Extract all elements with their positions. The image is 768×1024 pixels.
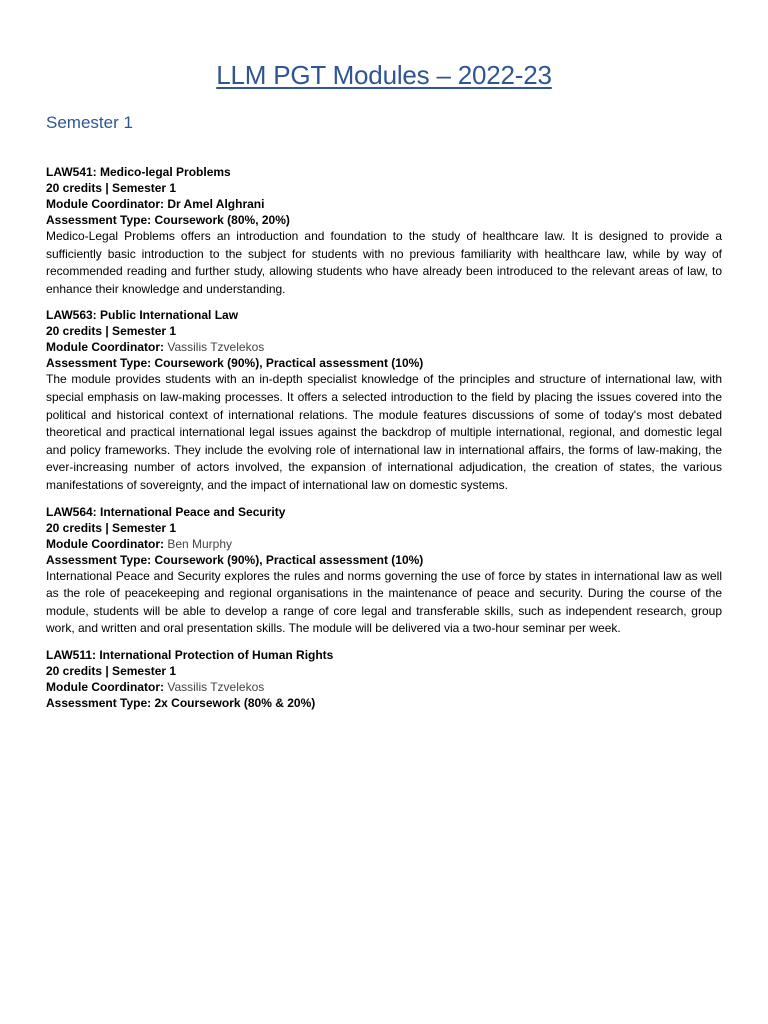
module-credits: 20 credits | Semester 1 <box>46 181 177 195</box>
coordinator-label: Module Coordinator: <box>46 679 164 694</box>
module-description: Medico-Legal Problems offers an introduction and foundation to the study of healthcare law. It is designed to provide a sufficiently basic introduction to the subject for students with no previous familiarity with healthcare law, while by way of recommended reading and further study, allowing students who have already been introduced to the relevant areas of law, to enhance their knowledge and understanding. <box>46 229 722 296</box>
assessment-value: Coursework (90%), Practical assessment (10%) <box>154 552 424 567</box>
assessment-value: Coursework (90%), Practical assessment (10%) <box>154 356 424 371</box>
coordinator-name: Ben Murphy <box>167 536 233 551</box>
semester-heading: Semester 1 <box>46 113 133 132</box>
assessment-label: Assessment Type: <box>46 213 152 227</box>
coordinator-name: Dr Amel Alghrani <box>167 197 265 211</box>
module-assessment-line <box>46 355 722 371</box>
module-coordinator-line <box>46 339 722 355</box>
module-description: The module provides students with an in-depth specialist knowledge of the principles and structure of international law, with special emphasis on law-making processes. It offers a selected introduction to the field by placing the issues covered into the political and historical context of international relations. The module features discussions of some of today's most debated theoretical and practical international legal issues against the backdrop of multiple international, regional, and domestic legal and policy frameworks. They include the evolving role of international law in international affairs, the forms of law-making, the ever-increasing number of actors involved, the expansion of international adjudication, the creation of states, the various manifestations of sovereignty, and the impact of international law on domestic systems. <box>46 372 722 492</box>
module-heading: LAW541: Medico-legal Problems <box>46 165 231 179</box>
coordinator-name: Vassilis Tzvelekos <box>167 340 265 355</box>
coordinator-label: Module Coordinator: <box>46 536 164 551</box>
module-heading: LAW511: International Protection of Human Rights <box>46 647 334 662</box>
module-assessment-line <box>46 212 722 228</box>
module-credits: 20 credits | Semester 1 <box>46 324 177 339</box>
module-coordinator-line <box>46 679 722 695</box>
assessment-label: Assessment Type: <box>46 356 152 371</box>
module-heading: LAW564: International Peace and Security <box>46 504 286 519</box>
assessment-value: 2x Coursework (80% & 20%) <box>154 695 316 710</box>
module-assessment-line <box>46 695 722 711</box>
coordinator-label: Module Coordinator: <box>46 197 164 211</box>
module-heading: LAW563: Public International Law <box>46 308 239 323</box>
module-coordinator-line <box>46 536 722 552</box>
page-title: LLM PGT Modules – 2022-23 <box>216 60 552 90</box>
assessment-label: Assessment Type: <box>46 695 152 710</box>
coordinator-name: Vassilis Tzvelekos <box>167 679 265 694</box>
module-law563 <box>46 307 722 494</box>
module-coordinator-line <box>46 196 722 212</box>
module-credits: 20 credits | Semester 1 <box>46 520 177 535</box>
assessment-value: Coursework (80%, 20%) <box>154 213 290 227</box>
module-list <box>46 164 722 720</box>
module-law541 <box>46 164 722 298</box>
coordinator-label: Module Coordinator: <box>46 340 164 355</box>
module-assessment-line <box>46 552 722 568</box>
module-law564 <box>46 504 722 638</box>
assessment-label: Assessment Type: <box>46 552 152 567</box>
module-law511 <box>46 647 722 711</box>
module-description: International Peace and Security explores the rules and norms governing the use of force by states in international law as well as the role of peacekeeping and regional organisations in the maintenance of peace and security. During the course of the module, students will be able to develop a range of core legal and transferable skills, such as independent research, group work, and written and oral presentation skills. The module will be delivered via a two-hour seminar per week. <box>46 568 722 636</box>
module-credits: 20 credits | Semester 1 <box>46 663 177 678</box>
